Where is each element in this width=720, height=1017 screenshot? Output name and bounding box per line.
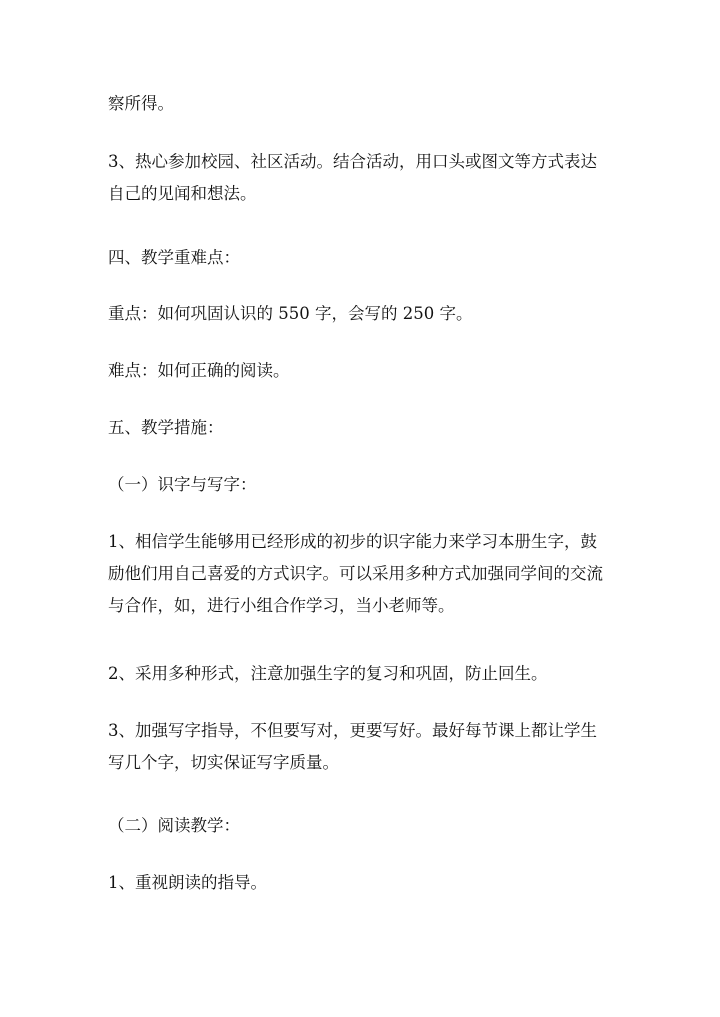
text-line: 难点：如何正确的阅读。 bbox=[108, 361, 290, 380]
paragraph-literacy-2 bbox=[108, 658, 608, 690]
paragraph-difficulty bbox=[108, 355, 608, 387]
text-line: 写几个字，切实保证写字质量。 bbox=[108, 753, 339, 772]
paragraph-activities bbox=[108, 146, 608, 210]
heading-key-points bbox=[108, 242, 608, 274]
subheading-reading bbox=[108, 810, 608, 842]
paragraph-reading-1 bbox=[108, 867, 608, 899]
text-line: 2、采用多种形式，注意加强生字的复习和巩固，防止回生。 bbox=[108, 664, 548, 683]
paragraph-literacy-3 bbox=[108, 715, 608, 779]
sub-heading: （二）阅读教学： bbox=[108, 816, 240, 835]
text-line: 察所得。 bbox=[108, 94, 174, 113]
sub-heading: （一）识字与写字： bbox=[108, 475, 257, 494]
text-line: 与合作，如，进行小组合作学习，当小老师等。 bbox=[108, 596, 455, 615]
text-line: 1、重视朗读的指导。 bbox=[108, 873, 267, 892]
paragraph-focus bbox=[108, 298, 608, 330]
text-line: 自己的见闻和想法。 bbox=[108, 184, 257, 203]
heading-measures bbox=[108, 412, 608, 444]
subheading-literacy bbox=[108, 469, 608, 501]
paragraph-literacy-1 bbox=[108, 526, 608, 622]
text-line: 3、热心参加校园、社区活动。结合活动，用口头或图文等方式表达 bbox=[108, 152, 597, 171]
section-heading: 四、教学重难点： bbox=[108, 248, 240, 267]
paragraph-observation-end bbox=[108, 88, 608, 120]
section-heading: 五、教学措施： bbox=[108, 418, 224, 437]
text-line: 3、加强写字指导，不但要写对，更要写好。最好每节课上都让学生 bbox=[108, 721, 597, 740]
text-line: 1、相信学生能够用已经形成的初步的识字能力来学习本册生字，鼓 bbox=[108, 532, 597, 551]
text-line: 重点：如何巩固认识的 550 字，会写的 250 字。 bbox=[108, 304, 473, 323]
text-line: 励他们用自己喜爱的方式识字。可以采用多种方式加强同学间的交流 bbox=[108, 564, 603, 583]
